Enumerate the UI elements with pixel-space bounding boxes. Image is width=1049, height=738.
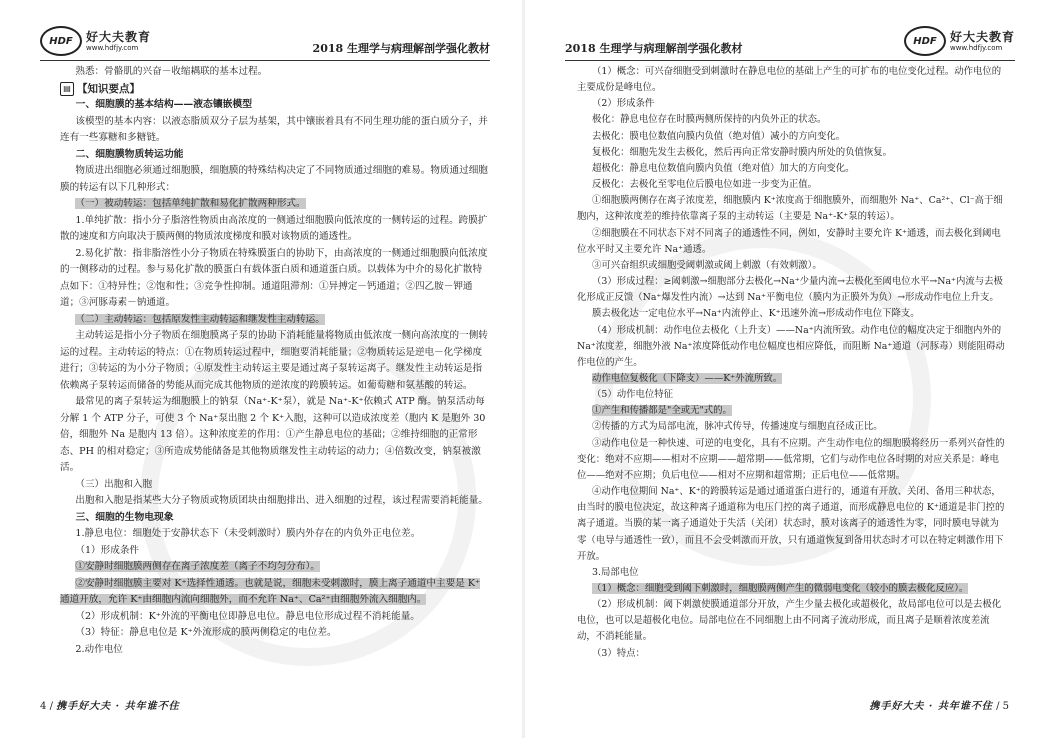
paragraph: （3）特点： — [592, 647, 645, 659]
page-footer: 4 / 携手好大夫 · 共年谁不住 — [40, 701, 180, 712]
paragraph: 熟悉：骨骼肌的兴奋－收缩耦联的基本过程。 — [75, 66, 268, 77]
paragraph: （2）形成条件 — [592, 98, 655, 110]
logo-mark-icon: HDF — [904, 26, 946, 56]
logo-mark-icon: HDF — [40, 26, 82, 56]
paragraph: ④动作电位期间 Na⁺、K⁺的跨膜转运是通过通道蛋白进行的，通道有开放、关闭、备用三种状态，由当时的膜电位决定，故这种离子通道称为电压门控的离子通道，而形成静息电位的 K⁺通道是非门控的离子通道。当膜的某一离子通道处于失活（关闭）状态时，膜对该离子的通透性为零，同时膜电导就为零（电导与通透性一致），而且不会受刺激而开放，只有通道恢复到备用状态时才可以在特定刺激作用下开放。 — [577, 486, 1005, 562]
heading: 二、细胞膜物质转运功能 — [75, 148, 184, 160]
logo-url: www.hdfjy.com — [86, 43, 139, 52]
footer-slogan: 携手好大夫 · 共年谁不住 — [869, 701, 993, 712]
right-page — [525, 0, 1049, 738]
footer-slogan: 携手好大夫 · 共年谁不住 — [56, 701, 180, 712]
paragraph: 1.单纯扩散：指小分子脂溶性物质由高浓度的一侧通过细胞膜向低浓度的一侧转运的过程。跨膜扩散的速度和方向取决于膜两侧的物质浓度梯度和膜对该物质的通透性。 — [60, 214, 488, 242]
heading: 一、细胞膜的基本结构——液态镶嵌模型 — [75, 99, 253, 110]
brand-logo — [40, 26, 151, 56]
logo-url: www.hdfjy.com — [949, 43, 1003, 52]
paragraph: ②传播的方式为局部电流，脉冲式传导，传播速度与细胞直径成正比。 — [592, 421, 883, 433]
heading: （三）出胞和入胞 — [75, 478, 153, 490]
book-icon: ▤ — [60, 82, 74, 96]
paragraph: 膜去极化达一定电位水平→Na⁺内流停止、K⁺迅速外流→形成动作电位下降支。 — [592, 308, 920, 320]
paragraph: （2）形成机制：阈下刺激使膜通道部分开放，产生少量去极化或超极化，故局部电位可以是去极化电位，也可以是超极化电位。局部电位在不同细胞上由不同离子流动形成，而且离子是顺着浓度差流动，不消耗能量。 — [577, 599, 1002, 643]
paragraph: （3）特征：静息电位是 K⁺外流形成的膜两侧稳定的电位差。 — [75, 627, 337, 638]
page-header — [565, 26, 1015, 61]
highlighted-line: （1）概念：细胞受到阈下刺激时，细胞膜两侧产生的微弱电变化（较小的膜去极化反应）。 — [592, 583, 969, 594]
paragraph: 最常见的离子泵转运为细胞膜上的钠泵（Na⁺-K⁺泵），就是 Na⁺-K⁺依赖式 ATP 酶。钠泵活动每分解 1 个 ATP 分子，可使 3 个 Na⁺泵出胞 2 个 K⁺入胞，这种可以造成浓度差（胞内 K 是胞外 30 倍，细胞外 Na 是胞内 13 倍）。这种浓度差的作用：①产生静息电位的基础；②维持细胞的正常形态、PH 的相对稳定；③所造成势能储备是其他物质继发性主动转运的动力；④倍数改变，钠泵被激活。 — [60, 396, 486, 473]
section-heading: ▤ 【知识要点】 — [60, 81, 488, 98]
highlighted-heading: （二）主动转运：包括原发性主动转运和继发性主动转运。 — [75, 313, 325, 325]
heading: 三、细胞的生物电现象 — [75, 511, 174, 523]
highlighted-line: ①安静时细胞膜两侧存在离子浓度差（离子不均匀分布）。 — [75, 561, 320, 572]
paragraph: 1.静息电位：细胞处于安静状态下（未受刺激时）膜内外存在的内负外正电位差。 — [75, 528, 421, 539]
page-footer: 携手好大夫 · 共年谁不住 / 5 — [869, 701, 1009, 712]
left-page — [0, 0, 524, 738]
paragraph: 极化：静息电位存在时膜两侧所保持的内负外正的状态。 — [592, 114, 827, 126]
paragraph: 超极化：静息电位数值向膜内负值（绝对值）加大的方向变化。 — [592, 162, 855, 174]
paragraph: （1）形成条件 — [75, 544, 140, 556]
paragraph: 物质进出细胞必须通过细胞膜，细胞膜的特殊结构决定了不同物质通过细胞的难易。物质通过细胞膜的转运有以下几种形式： — [60, 165, 488, 193]
paragraph: 反极化：去极化至零电位后膜电位如进一步变为正值。 — [592, 179, 818, 191]
paragraph: ①细胞膜两侧存在离子浓度差，细胞膜内 K⁺浓度高于细胞膜外，而细胞外 Na⁺、Ca²⁺、Cl⁻高于细胞内，这种浓度差的维持依靠离子泵的主动转运（主要是 Na⁺-K⁺泵的转运）。 — [577, 195, 1003, 223]
highlighted-heading: （一）被动转运：包括单纯扩散和易化扩散两种形式。 — [75, 198, 306, 209]
highlighted-line: ②安静时细胞膜主要对 K⁺选择性通透。也就是说，细胞未受刺激时，膜上离子通道中主要是 K⁺通道开放，允许 K⁺由细胞内流向细胞外，而不允许 Na⁺、Ca²⁺由细胞外流入细胞内。 — [60, 577, 481, 605]
paragraph: ③动作电位是一种快速、可逆的电变化，具有不应期。产生动作电位的细胞膜将经历一系列兴奋性的变化：绝对不应期——相对不应期——超常期——低常期，它们与动作电位各时期的对应关系是：峰电位——绝对不应期；负后电位——相对不应期和超常期；正后电位——低常期。 — [577, 437, 1005, 481]
paragraph: （5）动作电位特征 — [592, 389, 673, 401]
paragraph: （3）形成过程：≥阈刺激→细胞部分去极化→Na⁺少量内流→去极化至阈电位水平→Na⁺内流与去极化形成正反馈（Na⁺爆发性内流）→达到 Na⁺平衡电位（膜内为正膜外为负）→形成动作电位上升支。 — [577, 276, 1003, 304]
paragraph: （4）形成机制：动作电位去极化（上升支）——Na⁺内流所致。动作电位的幅度决定于细胞内外的 Na⁺浓度差，细胞外液 Na⁺浓度降低动作电位幅度也相应降低，而阻断 Na⁺通道（河豚毒）则能阻碍动作电位的产生。 — [577, 324, 1005, 368]
paragraph: 该模型的基本内容：以液态脂质双分子层为基架，其中镶嵌着具有不同生理功能的蛋白质分子，并连有一些寡糖和多糖链。 — [60, 115, 488, 143]
paragraph: 3.局部电位 — [592, 566, 639, 578]
paragraph: ③可兴奋组织或细胞受阈刺激或阈上刺激（有效刺激）。 — [592, 259, 822, 271]
page-number: 4 — [40, 701, 47, 712]
book-title: 2018 生理学与病理解剖学强化教材 — [565, 42, 743, 55]
page-number: 5 — [1002, 701, 1009, 712]
paragraph: ②细胞膜在不同状态下对不同离子的通透性不同，例如，安静时主要允许 K⁺通透，而去极化到阈电位水平时又主要允许 Na⁺通透。 — [577, 227, 1001, 255]
book-title: 2018 生理学与病理解剖学强化教材 — [312, 42, 490, 55]
page-body — [577, 64, 1005, 662]
highlighted-line: 动作电位复极化（下降支）——K⁺外流所致。 — [592, 372, 783, 384]
paragraph: 出胞和入胞是指某些大分子物质或物质团块由细胞排出、进入细胞的过程，该过程需要消耗能量。 — [75, 495, 488, 506]
brand-logo — [904, 26, 1015, 56]
page-body — [60, 64, 488, 658]
paragraph: （2）形成机制：K⁺外流的平衡电位即静息电位。静息电位形成过程不消耗能量。 — [75, 610, 420, 622]
paragraph: 2.易化扩散：指非脂溶性小分子物质在特殊膜蛋白的协助下，由高浓度的一侧通过细胞膜向低浓度的一侧移动的过程。参与易化扩散的膜蛋白有载体蛋白质和通道蛋白质。以载体为中介的易化扩散特点如下：①特异性；②饱和性；③竞争性抑制。通道阻滞剂：①异搏定－钙通道；②四乙胺－钾通道；③河豚毒素－钠通道。 — [60, 247, 488, 308]
paragraph: 去极化：膜电位数值向膜内负值（绝对值）减小的方向变化。 — [592, 130, 846, 142]
logo-name: 好大夫教育 — [86, 29, 152, 44]
logo-name: 好大夫教育 — [949, 29, 1015, 44]
highlighted-line: ①产生和传播都是"全或无"式的。 — [592, 405, 732, 417]
paragraph: （1）概念：可兴奋细胞受到刺激时在静息电位的基础上产生的可扩布的电位变化过程。动作电位的主要成份是峰电位。 — [577, 66, 1002, 94]
paragraph: 复极化：细胞先发生去极化，然后再向正常安静时膜内所处的负值恢复。 — [592, 146, 893, 158]
page-header — [40, 26, 490, 61]
paragraph: 2.动作电位 — [75, 643, 123, 655]
paragraph: 主动转运是指小分子物质在细胞膜离子泵的协助下消耗能量将物质由低浓度一侧向高浓度的一侧转运的过程。主动转运的特点：①在物质转运过程中，细胞要消耗能量；②物质转运是逆电－化学梯度进行；③转运的为小分子物质；④原发性主动转运主要是通过离子泵转运离子。继发性主动转运是指依赖离子泵转运而储备的势能从而完成其他物质的逆浓度的跨膜转运。如葡萄糖和氨基酸的转运。 — [60, 330, 488, 391]
